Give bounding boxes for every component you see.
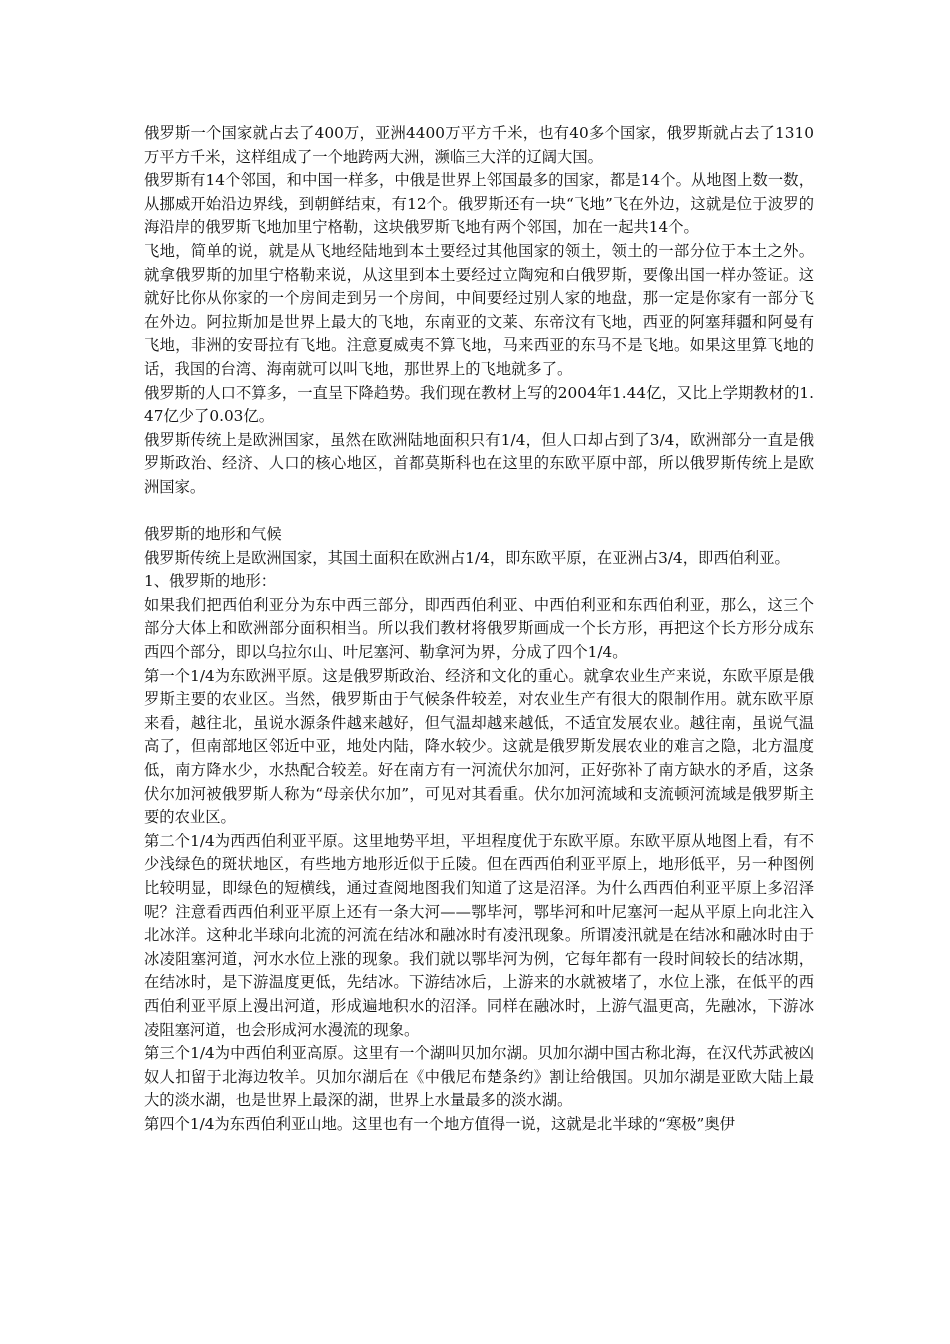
paragraph: 第一个1/4为东欧洲平原。这是俄罗斯政治、经济和文化的重心。就拿农业生产来说，东欧平原是俄罗斯主要的农业区。当然，俄罗斯由于气候条件较差，对农业生产有很大的限制作用。就东欧平原来看，越往北，虽说水源条件越来越好，但气温却越来越低，不适宜发展农业。越往南，虽说气温高了，但南部地区邻近中亚，地处内陆，降水较少。这就是俄罗斯发展农业的难言之隐，北方温度低，南方降水少，水热配合较差。好在南方有一河流伏尔加河，正好弥补了南方缺水的矛盾，这条伏尔加河被俄罗斯人称为“母亲伏尔加”，可见对其看重。伏尔加河流域和支流顿河流域是俄罗斯主要的农业区。: [144, 666, 814, 827]
paragraph: 第三个1/4为中西伯利亚高原。这里有一个湖叫贝加尔湖。贝加尔湖中国古称北海，在汉代苏武被凶奴人扣留于北海边牧羊。贝加尔湖后在《中俄尼布楚条约》割让给俄国。贝加尔湖是亚欧大陆上最大的淡水湖，也是世界上最深的湖，世界上水量最多的淡水湖。: [144, 1044, 814, 1110]
paragraph: 俄罗斯一个国家就占去了400万，亚洲4400万平方千米，也有40多个国家，俄罗斯就占去了1310万平方千米，这样组成了一个地跨两大洲，濒临三大洋的辽阔大国。: [144, 124, 814, 166]
paragraph: 飞地，简单的说，就是从飞地经陆地到本土要经过其他国家的领土，领土的一部分位于本土之外。就拿俄罗斯的加里宁格勒来说，从这里到本土要经过立陶宛和白俄罗斯，要像出国一样办签证。这就好比你从你家的一个房间走到另一个房间，中间要经过别人家的地盘，那一定是你家有一部分飞在外边。阿拉斯加是世界上最大的飞地，东南亚的文莱、东帝汶有飞地，西亚的阿塞拜疆和阿曼有飞地，非洲的安哥拉有飞地。注意夏威夷不算飞地，马来西亚的东马不是飞地。如果这里算飞地的话，我国的台湾、海南就可以叫飞地，那世界上的飞地就多了。: [144, 241, 814, 378]
paragraph: 第四个1/4为东西伯利亚山地。这里也有一个地方值得一说，这就是北半球的“寒极”奥伊: [144, 1114, 735, 1133]
paragraph: 俄罗斯有14个邻国，和中国一样多，中俄是世界上邻国最多的国家，都是14个。从地图上数一数，从挪威开始沿边界线，到朝鲜结束，有12个。俄罗斯还有一块“飞地”飞在外边，这就是位于波罗的海沿岸的俄罗斯飞地加里宁格勒，这块俄罗斯飞地有两个邻国，加在一起共14个。: [144, 171, 814, 237]
paragraph: 如果我们把西伯利亚分为东中西三部分，即西西伯利亚、中西伯利亚和东西伯利亚，那么，这三个部分大体上和欧洲部分面积相当。所以我们教材将俄罗斯画成一个长方形，再把这个长方形分成东西四个部分，即以乌拉尔山、叶尼塞河、勒拿河为界，分成了四个1/4。: [144, 595, 814, 662]
section-heading: 俄罗斯的地形和气候: [144, 525, 282, 544]
blank-line: [144, 500, 814, 524]
document-body: [144, 122, 814, 1137]
subsection-heading: 1、俄罗斯的地形：: [144, 572, 277, 591]
paragraph: 俄罗斯传统上是欧洲国家，虽然在欧洲陆地面积只有1/4，但人口却占到了3/4，欧洲部分一直是俄罗斯政治、经济、人口的核心地区，首都莫斯科也在这里的东欧平原中部，所以俄罗斯传统上是欧洲国家。: [144, 430, 814, 496]
paragraph: 俄罗斯的人口不算多，一直呈下降趋势。我们现在教材上写的2004年1.44亿，又比上学期教材的1.47亿少了0.03亿。: [144, 383, 814, 426]
paragraph: 第二个1/4为西西伯利亚平原。这里地势平坦，平坦程度优于东欧平原。东欧平原从地图上看，有不少浅绿色的斑状地区，有些地方地形近似于丘陵。但在西西伯利亚平原上，地形低平，另一种图例比较明显，即绿色的短横线，通过查阅地图我们知道了这是沼泽。为什么西西伯利亚平原上多沼泽呢？注意看西西伯利亚平原上还有一条大河——鄂毕河，鄂毕河和叶尼塞河一起从平原上向北注入北冰洋。这种北半球向北流的河流在结冰和融冰时有凌汛现象。所谓凌汛就是在结冰和融冰时由于冰凌阻塞河道，河水水位上涨的现象。我们就以鄂毕河为例，它每年都有一段时间较长的结冰期，在结冰时，是下游温度更低，先结冰。下游结冰后，上游来的水就被堵了，水位上涨，在低平的西西伯利亚平原上漫出河道，形成遍地积水的沼泽。同样在融冰时，上游气温更高，先融冰，下游冰凌阻塞河道，也会形成河水漫流的现象。: [144, 831, 814, 1039]
paragraph: 俄罗斯传统上是欧洲国家，其国土面积在欧洲占1/4，即东欧平原，在亚洲占3/4，即西伯利亚。: [144, 548, 790, 567]
